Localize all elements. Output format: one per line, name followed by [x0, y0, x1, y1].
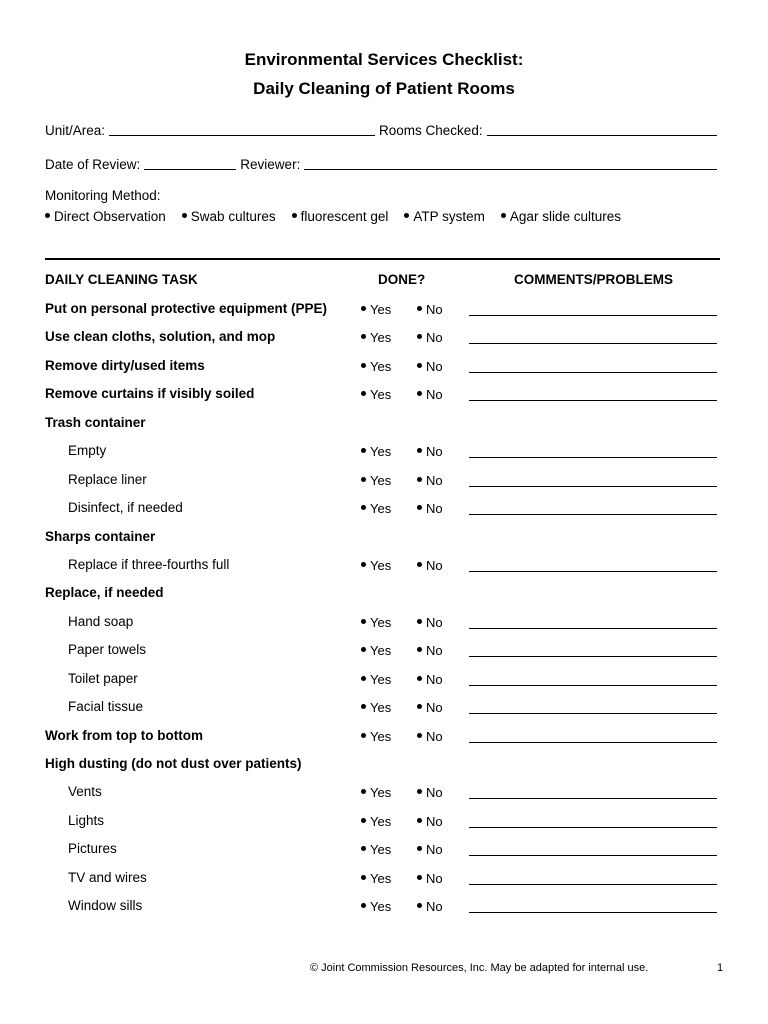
bullet-icon	[361, 676, 366, 681]
no-option[interactable]	[417, 615, 443, 630]
task-row	[0, 327, 768, 355]
rooms-checked-field[interactable]	[487, 121, 717, 136]
no-option[interactable]	[417, 359, 443, 374]
yes-option[interactable]	[361, 785, 391, 800]
task-label: Remove dirty/used items	[45, 357, 205, 373]
task-label: Disinfect, if needed	[68, 500, 183, 516]
no-label: No	[426, 870, 443, 886]
no-label: No	[426, 899, 443, 915]
unit-area-field[interactable]	[109, 121, 375, 136]
bullet-icon	[417, 477, 422, 482]
task-row	[0, 384, 768, 412]
bullet-icon	[417, 306, 422, 311]
task-row	[0, 640, 768, 668]
comments-field[interactable]	[469, 628, 717, 629]
yes-label: Yes	[370, 557, 392, 573]
no-option[interactable]	[417, 302, 443, 317]
monitoring-options	[45, 209, 621, 224]
bullet-icon	[417, 334, 422, 339]
no-option[interactable]	[417, 899, 443, 914]
column-header-task: DAILY CLEANING TASK	[45, 272, 198, 287]
document-title-line2: Daily Cleaning of Patient Rooms	[253, 79, 515, 98]
task-row	[0, 697, 768, 725]
yes-label: Yes	[370, 899, 392, 915]
no-label: No	[426, 671, 443, 687]
task-row	[0, 754, 768, 782]
bullet-icon	[361, 619, 366, 624]
task-label: Remove curtains if visibly soiled	[45, 386, 255, 402]
task-row	[0, 896, 768, 924]
bullet-icon	[45, 213, 50, 218]
monitoring-option-label: fluorescent gel	[300, 209, 389, 224]
task-label: Pictures	[68, 841, 117, 857]
monitoring-option-label: Agar slide cultures	[509, 209, 621, 224]
yes-label: Yes	[370, 614, 392, 630]
monitoring-option[interactable]	[404, 209, 485, 224]
bullet-icon	[361, 334, 366, 339]
monitoring-method-label: Monitoring Method:	[45, 188, 161, 203]
yes-option[interactable]	[361, 615, 391, 630]
column-header-comments: COMMENTS/PROBLEMS	[514, 272, 674, 287]
bullet-icon	[417, 818, 422, 823]
reviewer-label: Reviewer:	[240, 157, 301, 172]
yes-label: Yes	[370, 358, 392, 374]
no-option[interactable]	[417, 814, 443, 829]
monitoring-option[interactable]	[292, 209, 389, 224]
monitoring-option-label: ATP system	[413, 209, 485, 224]
no-label: No	[426, 785, 443, 801]
task-label: Facial tissue	[68, 699, 144, 715]
task-row	[0, 811, 768, 839]
task-label: Replace liner	[68, 471, 147, 487]
task-row	[0, 669, 768, 697]
yes-label: Yes	[370, 643, 392, 659]
comments-field[interactable]	[469, 486, 717, 487]
yes-option[interactable]	[361, 700, 391, 715]
yes-label: Yes	[370, 330, 392, 346]
reviewer-field[interactable]	[304, 155, 717, 170]
bullet-icon	[404, 213, 409, 218]
comments-field[interactable]	[469, 400, 717, 401]
date-reviewer-row	[45, 152, 717, 172]
bullet-icon	[417, 704, 422, 709]
comments-field[interactable]	[469, 372, 717, 373]
no-label: No	[426, 614, 443, 630]
no-label: No	[426, 358, 443, 374]
bullet-icon	[361, 733, 366, 738]
monitoring-option-label: Direct Observation	[54, 209, 166, 224]
yes-option[interactable]	[361, 302, 391, 317]
task-row	[0, 612, 768, 640]
no-label: No	[426, 501, 443, 517]
bullet-icon	[417, 647, 422, 652]
document-title-line1: Environmental Services Checklist:	[244, 50, 524, 69]
task-row	[0, 868, 768, 896]
no-option[interactable]	[417, 501, 443, 516]
date-of-review-field[interactable]	[144, 155, 236, 170]
bullet-icon	[361, 391, 366, 396]
bullet-icon	[417, 363, 422, 368]
no-label: No	[426, 813, 443, 829]
no-option[interactable]	[417, 871, 443, 886]
yes-option[interactable]	[361, 387, 391, 402]
task-label: Trash container	[45, 414, 146, 430]
no-label: No	[426, 387, 443, 403]
no-option[interactable]	[417, 473, 443, 488]
task-row	[0, 782, 768, 810]
bullet-icon	[417, 733, 422, 738]
yes-option[interactable]	[361, 643, 391, 658]
task-label: Replace if three-fourths full	[68, 556, 230, 572]
no-label: No	[426, 472, 443, 488]
comments-field[interactable]	[469, 713, 717, 714]
bullet-icon	[361, 505, 366, 510]
bullet-icon	[417, 846, 422, 851]
section-divider	[45, 258, 720, 260]
unit-rooms-row	[45, 118, 717, 138]
task-label: Use clean cloths, solution, and mop	[45, 329, 276, 345]
no-option[interactable]	[417, 785, 443, 800]
task-label: Vents	[68, 784, 102, 800]
yes-label: Yes	[370, 785, 392, 801]
yes-option[interactable]	[361, 473, 391, 488]
yes-label: Yes	[370, 501, 392, 517]
bullet-icon	[417, 505, 422, 510]
comments-field[interactable]	[469, 514, 717, 515]
task-list	[0, 299, 768, 925]
yes-option[interactable]	[361, 330, 391, 345]
no-option[interactable]	[417, 842, 443, 857]
no-option[interactable]	[417, 330, 443, 345]
copyright-notice: © Joint Commission Resources, Inc. May be adapted for internal use.	[310, 962, 649, 974]
comments-field[interactable]	[469, 742, 717, 743]
bullet-icon	[361, 818, 366, 823]
column-header-done: DONE?	[378, 272, 426, 287]
bullet-icon	[361, 789, 366, 794]
bullet-icon	[361, 306, 366, 311]
comments-field[interactable]	[469, 315, 717, 316]
no-label: No	[426, 557, 443, 573]
monitoring-option[interactable]	[182, 209, 276, 224]
task-label: Hand soap	[68, 613, 134, 629]
bullet-icon	[361, 562, 366, 567]
no-option[interactable]	[417, 558, 443, 573]
task-row	[0, 726, 768, 754]
bullet-icon	[361, 363, 366, 368]
task-label: TV and wires	[68, 869, 147, 885]
yes-label: Yes	[370, 842, 392, 858]
bullet-icon	[361, 448, 366, 453]
task-row	[0, 527, 768, 555]
yes-label: Yes	[370, 700, 392, 716]
yes-option[interactable]	[361, 899, 391, 914]
yes-label: Yes	[370, 728, 392, 744]
comments-field[interactable]	[469, 343, 717, 344]
no-option[interactable]	[417, 444, 443, 459]
no-label: No	[426, 330, 443, 346]
bullet-icon	[501, 213, 506, 218]
task-label: Replace, if needed	[45, 585, 164, 601]
bullet-icon	[361, 647, 366, 652]
task-label: Lights	[68, 812, 105, 828]
bullet-icon	[417, 789, 422, 794]
no-label: No	[426, 444, 443, 460]
task-row	[0, 299, 768, 327]
no-label: No	[426, 302, 443, 317]
comments-field[interactable]	[469, 685, 717, 686]
yes-label: Yes	[370, 444, 392, 460]
bullet-icon	[361, 704, 366, 709]
yes-label: Yes	[370, 302, 392, 317]
task-label: Sharps container	[45, 528, 156, 544]
monitoring-option-label: Swab cultures	[190, 209, 276, 224]
task-row	[0, 441, 768, 469]
comments-field[interactable]	[469, 912, 717, 913]
comments-field[interactable]	[469, 827, 717, 828]
yes-option[interactable]	[361, 359, 391, 374]
task-row	[0, 583, 768, 611]
bullet-icon	[182, 213, 187, 218]
yes-option[interactable]	[361, 814, 391, 829]
no-label: No	[426, 728, 443, 744]
no-option[interactable]	[417, 643, 443, 658]
yes-label: Yes	[370, 813, 392, 829]
yes-option[interactable]	[361, 871, 391, 886]
bullet-icon	[417, 391, 422, 396]
task-label: Window sills	[68, 898, 143, 914]
no-option[interactable]	[417, 700, 443, 715]
yes-label: Yes	[370, 671, 392, 687]
task-row	[0, 356, 768, 384]
yes-label: Yes	[370, 387, 392, 403]
yes-label: Yes	[370, 472, 392, 488]
task-row	[0, 470, 768, 498]
comments-field[interactable]	[469, 656, 717, 657]
bullet-icon	[417, 448, 422, 453]
task-row	[0, 839, 768, 867]
no-label: No	[426, 700, 443, 716]
no-option[interactable]	[417, 387, 443, 402]
task-label: Put on personal protective equipment (PPE)	[45, 301, 328, 316]
bullet-icon	[417, 619, 422, 624]
comments-field[interactable]	[469, 884, 717, 885]
bullet-icon	[361, 875, 366, 880]
no-option[interactable]	[417, 729, 443, 744]
no-label: No	[426, 842, 443, 858]
task-row	[0, 498, 768, 526]
bullet-icon	[361, 903, 366, 908]
no-label: No	[426, 643, 443, 659]
monitoring-option[interactable]	[501, 209, 621, 224]
task-label: Toilet paper	[68, 670, 138, 686]
yes-label: Yes	[370, 870, 392, 886]
bullet-icon	[292, 213, 297, 218]
bullet-icon	[361, 846, 366, 851]
bullet-icon	[361, 477, 366, 482]
task-label: Paper towels	[68, 642, 147, 658]
comments-field[interactable]	[469, 457, 717, 458]
yes-option[interactable]	[361, 501, 391, 516]
task-label: High dusting (do not dust over patients)	[45, 756, 302, 771]
rooms-checked-label: Rooms Checked:	[379, 123, 483, 138]
task-label: Work from top to bottom	[45, 727, 203, 743]
bullet-icon	[417, 676, 422, 681]
yes-option[interactable]	[361, 444, 391, 459]
comments-field[interactable]	[469, 571, 717, 572]
yes-option[interactable]	[361, 842, 391, 857]
bullet-icon	[417, 875, 422, 880]
date-of-review-label: Date of Review:	[45, 157, 141, 172]
yes-option[interactable]	[361, 672, 391, 687]
page-number: 1	[717, 962, 724, 974]
no-option[interactable]	[417, 672, 443, 687]
task-label: Empty	[68, 443, 107, 459]
bullet-icon	[417, 903, 422, 908]
yes-option[interactable]	[361, 558, 391, 573]
comments-field[interactable]	[469, 798, 717, 799]
yes-option[interactable]	[361, 729, 391, 744]
bullet-icon	[417, 562, 422, 567]
unit-area-label: Unit/Area:	[45, 123, 106, 138]
monitoring-option[interactable]	[45, 209, 166, 224]
comments-field[interactable]	[469, 855, 717, 856]
task-row	[0, 555, 768, 583]
task-row	[0, 413, 768, 441]
